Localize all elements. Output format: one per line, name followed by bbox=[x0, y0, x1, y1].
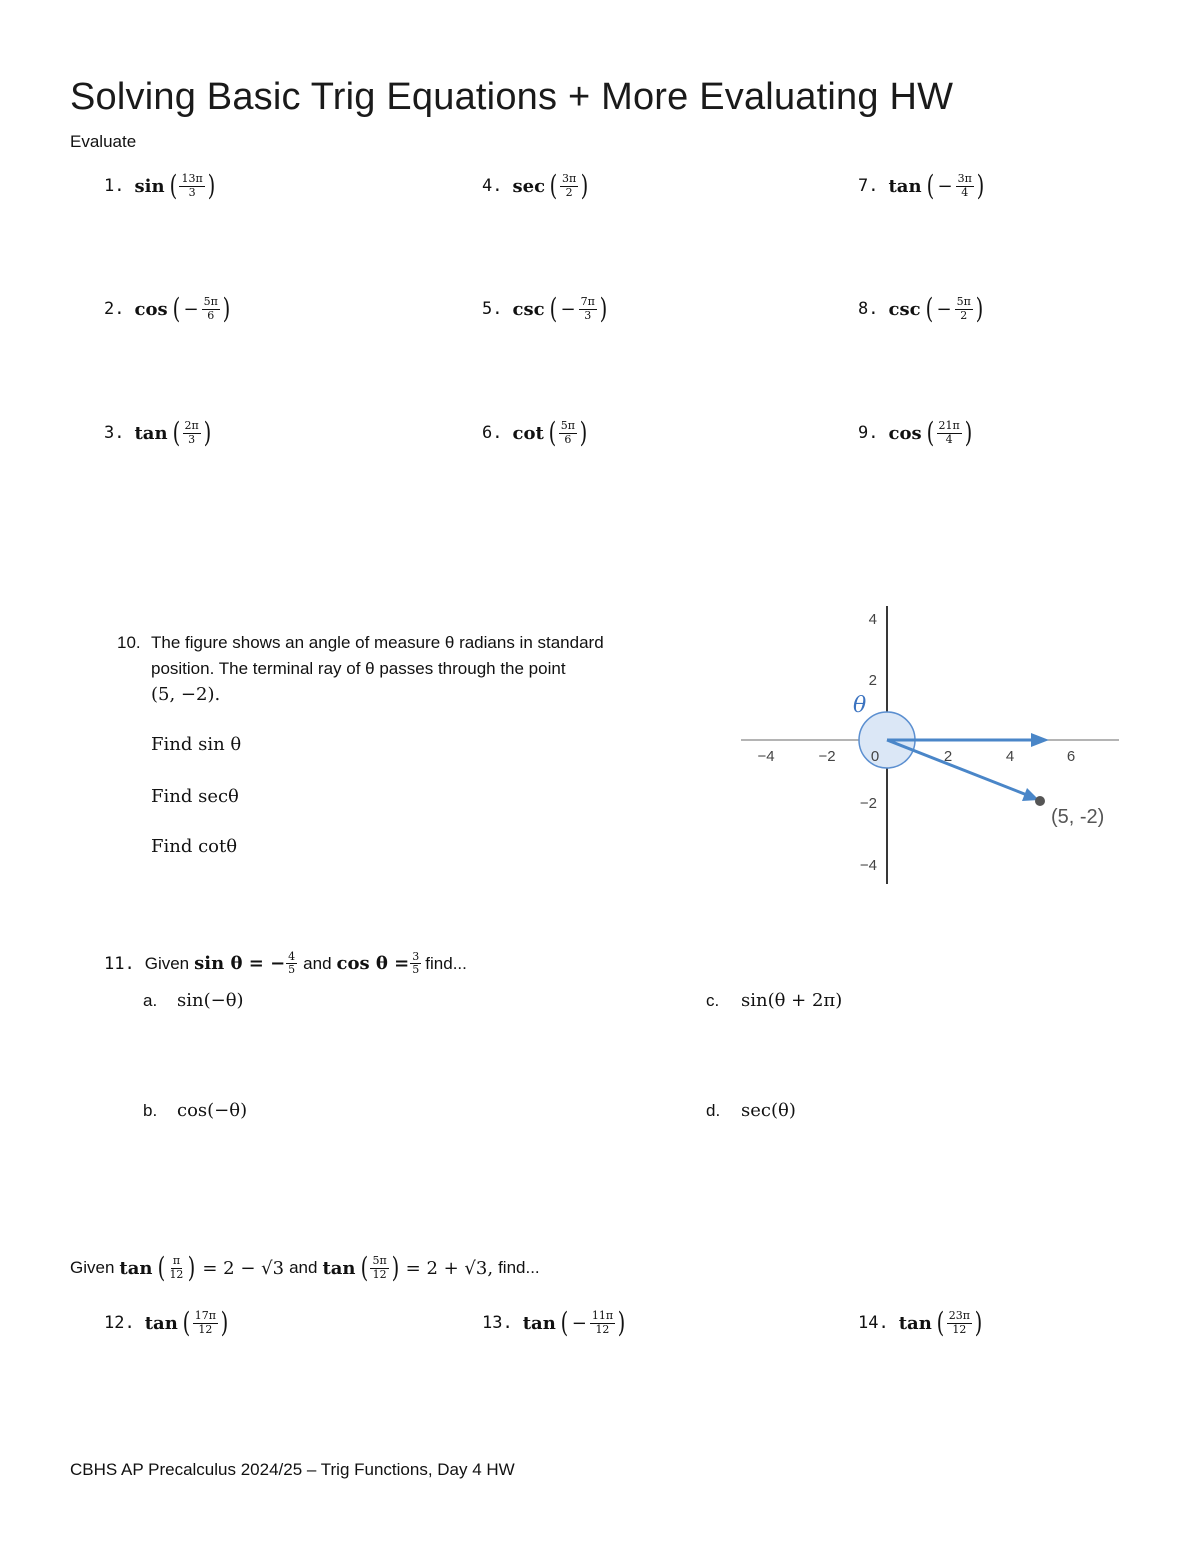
function-name: tan bbox=[119, 1257, 153, 1279]
part-d bbox=[706, 1100, 796, 1121]
fraction bbox=[559, 420, 577, 445]
given-text: Given bbox=[70, 1258, 115, 1277]
problem-number: 7. bbox=[858, 176, 879, 196]
problem-number: 12. bbox=[104, 1313, 135, 1333]
function-name: tan bbox=[134, 422, 168, 444]
numerator: 11π bbox=[591, 1309, 614, 1323]
x-tick: 4 bbox=[1005, 748, 1015, 765]
fraction: $\frac{\pi}{12}$ bbox=[169, 1254, 184, 1281]
denominator: 12 bbox=[595, 1322, 610, 1336]
part-a bbox=[143, 990, 244, 1011]
problem bbox=[104, 292, 232, 325]
problem bbox=[482, 169, 590, 202]
paren-open: ( bbox=[926, 169, 934, 202]
question-text-line: position. The terminal ray of θ passes through the point bbox=[151, 659, 566, 678]
denominator: 12 bbox=[952, 1322, 967, 1336]
part-expression: sin(−θ) bbox=[177, 990, 244, 1011]
function-name: tan bbox=[322, 1257, 356, 1279]
function-name: tan bbox=[522, 1312, 556, 1334]
page-title: Solving Basic Trig Equations + More Evaluating HW bbox=[70, 76, 954, 118]
fraction: $\frac{4}{5}$ bbox=[288, 950, 296, 977]
initial-ray-arrow-icon bbox=[1031, 733, 1049, 747]
minus-sign: − bbox=[937, 175, 953, 197]
numerator: 3π bbox=[957, 172, 972, 186]
given-text: Given bbox=[144, 953, 190, 973]
section-heading-evaluate: Evaluate bbox=[70, 132, 137, 151]
denominator: 12 bbox=[198, 1322, 213, 1336]
part-label: b. bbox=[143, 1100, 158, 1120]
part-expression: cos(−θ) bbox=[177, 1100, 248, 1121]
minus-sign: − bbox=[571, 1312, 587, 1334]
denominator: 3 bbox=[188, 185, 196, 199]
denominator: 2 bbox=[960, 308, 968, 322]
x-tick: −2 bbox=[818, 748, 836, 765]
paren-close: ) bbox=[220, 1306, 229, 1339]
function-name: tan bbox=[144, 1312, 178, 1334]
find-sec: Find secθ bbox=[151, 786, 239, 807]
paren-open: ( bbox=[548, 416, 557, 449]
paren-open: ( bbox=[182, 1306, 191, 1339]
equation-value: = 2 − √3 bbox=[202, 1257, 285, 1279]
point-marker bbox=[1035, 796, 1045, 806]
x-tick: −4 bbox=[757, 748, 775, 765]
find-text: find... bbox=[498, 1258, 540, 1277]
paren-close: ) bbox=[617, 1306, 626, 1339]
function-name: cos bbox=[134, 298, 168, 320]
paren-open: ( bbox=[549, 169, 558, 202]
part-expression: sin(θ + 2π) bbox=[741, 990, 843, 1011]
y-tick: 2 bbox=[868, 672, 877, 689]
problem-number: 8. bbox=[858, 299, 879, 319]
paren-close: ) bbox=[974, 1306, 983, 1339]
fraction bbox=[590, 1310, 615, 1335]
theta-label: θ bbox=[853, 693, 867, 718]
denominator: 6 bbox=[207, 308, 215, 322]
fraction bbox=[956, 173, 974, 198]
paren-close: ) bbox=[976, 169, 985, 202]
problem bbox=[104, 416, 213, 449]
find-sin: Find sin θ bbox=[151, 734, 242, 755]
problem-number: 13. bbox=[482, 1313, 513, 1333]
numerator: 21π bbox=[938, 419, 960, 433]
paren-close: ) bbox=[579, 416, 588, 449]
function-name: tan bbox=[888, 175, 922, 197]
function-name: csc bbox=[888, 298, 921, 320]
fraction bbox=[183, 420, 201, 445]
denominator: 4 bbox=[945, 432, 953, 446]
question-10 bbox=[117, 630, 727, 860]
problem-number: 1. bbox=[104, 176, 125, 196]
problem bbox=[858, 416, 974, 449]
problem-number: 5. bbox=[482, 299, 503, 319]
question-number: 11. bbox=[104, 953, 135, 974]
paren-open: ( bbox=[936, 1306, 945, 1339]
problem bbox=[482, 416, 589, 449]
x-tick: 2 bbox=[943, 748, 953, 765]
problem-number: 9. bbox=[858, 423, 879, 443]
fraction: $\frac{5\pi}{12}$ bbox=[372, 1254, 387, 1281]
minus-sign: − bbox=[183, 298, 199, 320]
x-tick: 0 bbox=[870, 748, 880, 765]
part-label: c. bbox=[706, 990, 720, 1010]
denominator: 2 bbox=[565, 185, 573, 199]
question-11 bbox=[104, 951, 467, 976]
fraction bbox=[579, 296, 597, 321]
function-name: cos bbox=[888, 422, 922, 444]
fraction: $\frac{3}{5}$ bbox=[412, 950, 420, 977]
and-text: and bbox=[289, 1258, 318, 1277]
y-tick: −4 bbox=[859, 857, 877, 874]
problem-number: 14. bbox=[858, 1313, 889, 1333]
problem bbox=[482, 1306, 627, 1339]
paren-open: ( bbox=[169, 169, 177, 202]
problem bbox=[858, 169, 986, 202]
part-label: a. bbox=[143, 990, 158, 1010]
numerator: 3π bbox=[561, 172, 577, 186]
numerator: 13π bbox=[181, 172, 203, 186]
y-tick: 4 bbox=[868, 611, 877, 628]
paren-close: ) bbox=[222, 292, 231, 325]
paren-close: ) bbox=[580, 169, 589, 202]
angle-graph bbox=[735, 600, 1125, 890]
paren-close: ) bbox=[207, 169, 216, 202]
fraction bbox=[955, 296, 973, 321]
y-tick: −2 bbox=[859, 795, 877, 812]
function-name: csc bbox=[512, 298, 545, 320]
page-footer: CBHS AP Precalculus 2024/25 – Trig Functions, Day 4 HW bbox=[70, 1460, 515, 1479]
fraction bbox=[202, 296, 220, 321]
numerator: 7π bbox=[580, 295, 595, 309]
cos-given: cos θ = bbox=[336, 953, 410, 975]
fraction bbox=[560, 173, 578, 198]
part-expression: sec(θ) bbox=[741, 1100, 796, 1121]
problem-number: 4. bbox=[482, 176, 503, 196]
find-text: find... bbox=[425, 953, 467, 973]
denominator: 3 bbox=[584, 308, 592, 322]
equation-value: = 2 + √3, bbox=[405, 1257, 494, 1279]
paren-close: ) bbox=[975, 292, 984, 325]
paren-open: ( bbox=[926, 416, 934, 449]
problem-number: 6. bbox=[482, 423, 503, 443]
function-name: cot bbox=[512, 422, 544, 444]
problem-number: 2. bbox=[104, 299, 125, 319]
problem bbox=[858, 1306, 984, 1339]
fraction bbox=[937, 420, 962, 445]
fraction bbox=[179, 173, 204, 198]
and-text: and bbox=[303, 953, 332, 973]
numerator: 5π bbox=[203, 295, 218, 309]
paren-open: ( bbox=[172, 416, 180, 449]
denominator: 6 bbox=[564, 432, 572, 446]
find-cot: Find cotθ bbox=[151, 836, 238, 857]
part-c bbox=[706, 990, 842, 1011]
denominator: 4 bbox=[961, 185, 969, 199]
function-name: sec bbox=[512, 175, 546, 197]
problem-number: 3. bbox=[104, 423, 125, 443]
problem bbox=[104, 1306, 230, 1339]
problem bbox=[858, 292, 985, 325]
fraction bbox=[193, 1310, 218, 1335]
part-b bbox=[143, 1100, 247, 1121]
fraction bbox=[947, 1310, 972, 1335]
numerator: 2π bbox=[184, 419, 199, 433]
given-tan-statement: Given tan ( $\frac{\pi}{12}$ ) = 2 − √3 and tan ( $\frac{5\pi}{12}$ ) = 2 + √3, find... bbox=[70, 1251, 540, 1284]
problem bbox=[104, 169, 217, 202]
paren-open: ( bbox=[925, 292, 933, 325]
paren-open: ( bbox=[560, 1306, 569, 1339]
numerator: 17π bbox=[194, 1309, 216, 1323]
numerator: 5π bbox=[560, 419, 575, 433]
function-name: tan bbox=[898, 1312, 932, 1334]
numerator: 23π bbox=[948, 1309, 970, 1323]
point-label: (5, -2) bbox=[1051, 806, 1105, 828]
part-label: d. bbox=[706, 1100, 721, 1120]
question-text-line: The figure shows an angle of measure θ radians in standard bbox=[151, 633, 604, 652]
paren-close: ) bbox=[964, 416, 973, 449]
question-point: (5, −2). bbox=[151, 684, 221, 705]
minus-sign: − bbox=[560, 298, 576, 320]
function-name: sin bbox=[134, 175, 165, 197]
paren-open: ( bbox=[172, 292, 180, 325]
sin-given: sin θ = − bbox=[194, 953, 286, 975]
paren-close: ) bbox=[203, 416, 212, 449]
numerator: 5π bbox=[956, 295, 971, 309]
paren-close: ) bbox=[599, 292, 608, 325]
minus-sign: − bbox=[936, 298, 952, 320]
question-number: 10. bbox=[117, 633, 141, 652]
paren-open: ( bbox=[549, 292, 557, 325]
x-tick: 6 bbox=[1066, 748, 1076, 765]
problem bbox=[482, 292, 609, 325]
denominator: 3 bbox=[188, 432, 196, 446]
